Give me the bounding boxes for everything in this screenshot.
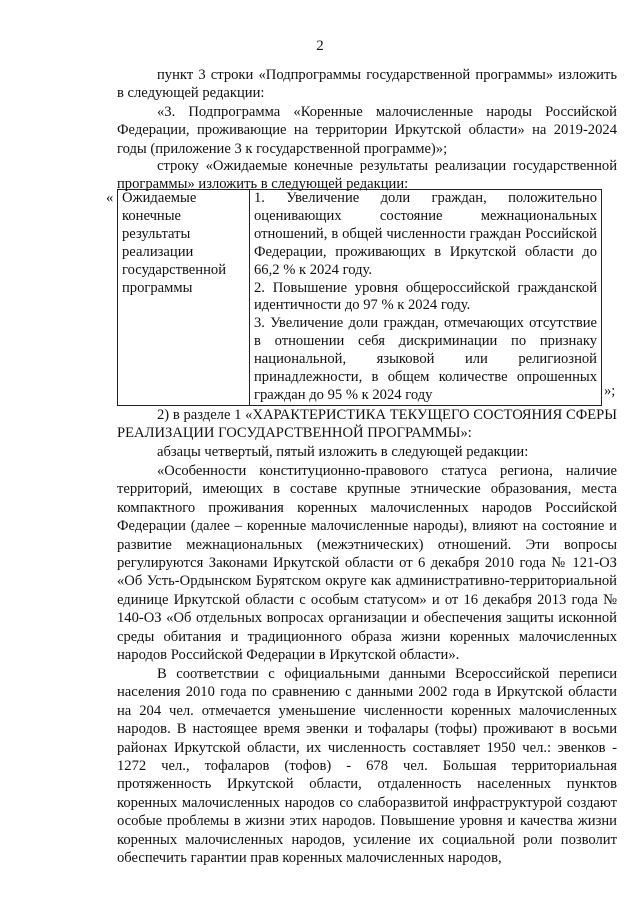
paragraph-section-1: 2) в разделе 1 «ХАРАКТЕРИСТИКА ТЕКУЩЕГО СОСТОЯНИЯ СФЕРЫ РЕАЛИЗАЦИИ ГОСУДАРСТВЕННОЙ ПРОГРАММЫ»: <box>117 407 617 442</box>
table-label-cell: Ожидаемые конечные результаты реализации государственной программы <box>118 190 250 406</box>
paragraph-abzacy: абзацы четвертый, пятый изложить в следующей редакции: <box>157 444 529 460</box>
paragraph-features-status: «Особенности конституционно-правового статуса региона, наличие территорий, имеющих в составе крупные этнические образования, места компактного проживания коренных малочисленных народов Российской Федерации (далее – коренные малочисленные народы), влияют на состояние и развитие межнациональных (межэтнических) отношений. Эти вопросы регулируются Законами Иркутской области от 6 декабря 2010 года № 121-ОЗ «Об Усть-Ордынском Бурятском округе как административно-территориальной единице Иркутской области с особым статусом» и от 16 декабря 2013 года № 140-ОЗ «Об отдельных вопросах организации и обеспечения защиты исконной среды обитания и традиционного образа жизни коренных малочисленных народов Российской Федерации в Иркутской области». <box>117 463 617 664</box>
result-item-2: 2. Повышение уровня общероссийской гражданской идентичности до 97 % к 2024 году. <box>254 279 597 314</box>
table-close-quote: »; <box>604 383 616 399</box>
result-item-3: 3. Увеличение доли граждан, отмечающих отсутствие в отношении себя дискриминации по признаку национальной, языковой или религиозной принадлежности, в общем количестве опрошенных граждан до 95 % к 2024 году <box>254 315 597 403</box>
paragraph-census-data: В соответствии с официальными данными Всероссийской переписи населения 2010 года по сравнению с данными 2002 года в Иркутской области на 204 чел. отмечается уменьшение численности коренных малочисленных народов. В настоящее время эвенки и тофалары (тофы) проживают в восьми районах Иркутской области, их численность составляет 1950 чел.: эвенков - 1272 чел., тофаларов (тофов) - 678 чел. Большая территориальная протяженность Иркутской области, отдаленность населенных пунктов коренных малочисленных народов со слаборазвитой инфраструктурой создают особые проблемы в жизни этих народов. Повышение уровня и качества жизни коренных малочисленных народов, усиление их социальной роли позволит обеспечить гарантии прав коренных малочисленных народов, <box>117 666 617 867</box>
table-open-quote: « <box>106 190 114 206</box>
paragraph-expected-results-intro: строку «Ожидаемые конечные результаты реализации государственной программы» изложить в следующей редакции: <box>117 158 617 193</box>
result-item-1: 1. Увеличение доли граждан, положительно оценивающих состояние межнациональных отношений, в общей численности граждан Российской Федерации, проживающих в Иркутской области до 66,2 % к 2024 году. <box>254 190 597 278</box>
table-results-cell <box>250 190 602 406</box>
paragraph-subprogram-3: «3. Подпрограмма «Коренные малочисленные народы Российской Федерации, проживающие на территории Иркутской области» на 2019-2024 годы (приложение 3 к государственной программе)»; <box>117 104 617 157</box>
expected-results-table <box>117 189 602 406</box>
page-number: 2 <box>316 38 324 54</box>
paragraph-point-3: пункт 3 строки «Подпрограммы государственной программы» изложить в следующей редакции: <box>117 67 617 102</box>
table-row <box>118 190 602 406</box>
